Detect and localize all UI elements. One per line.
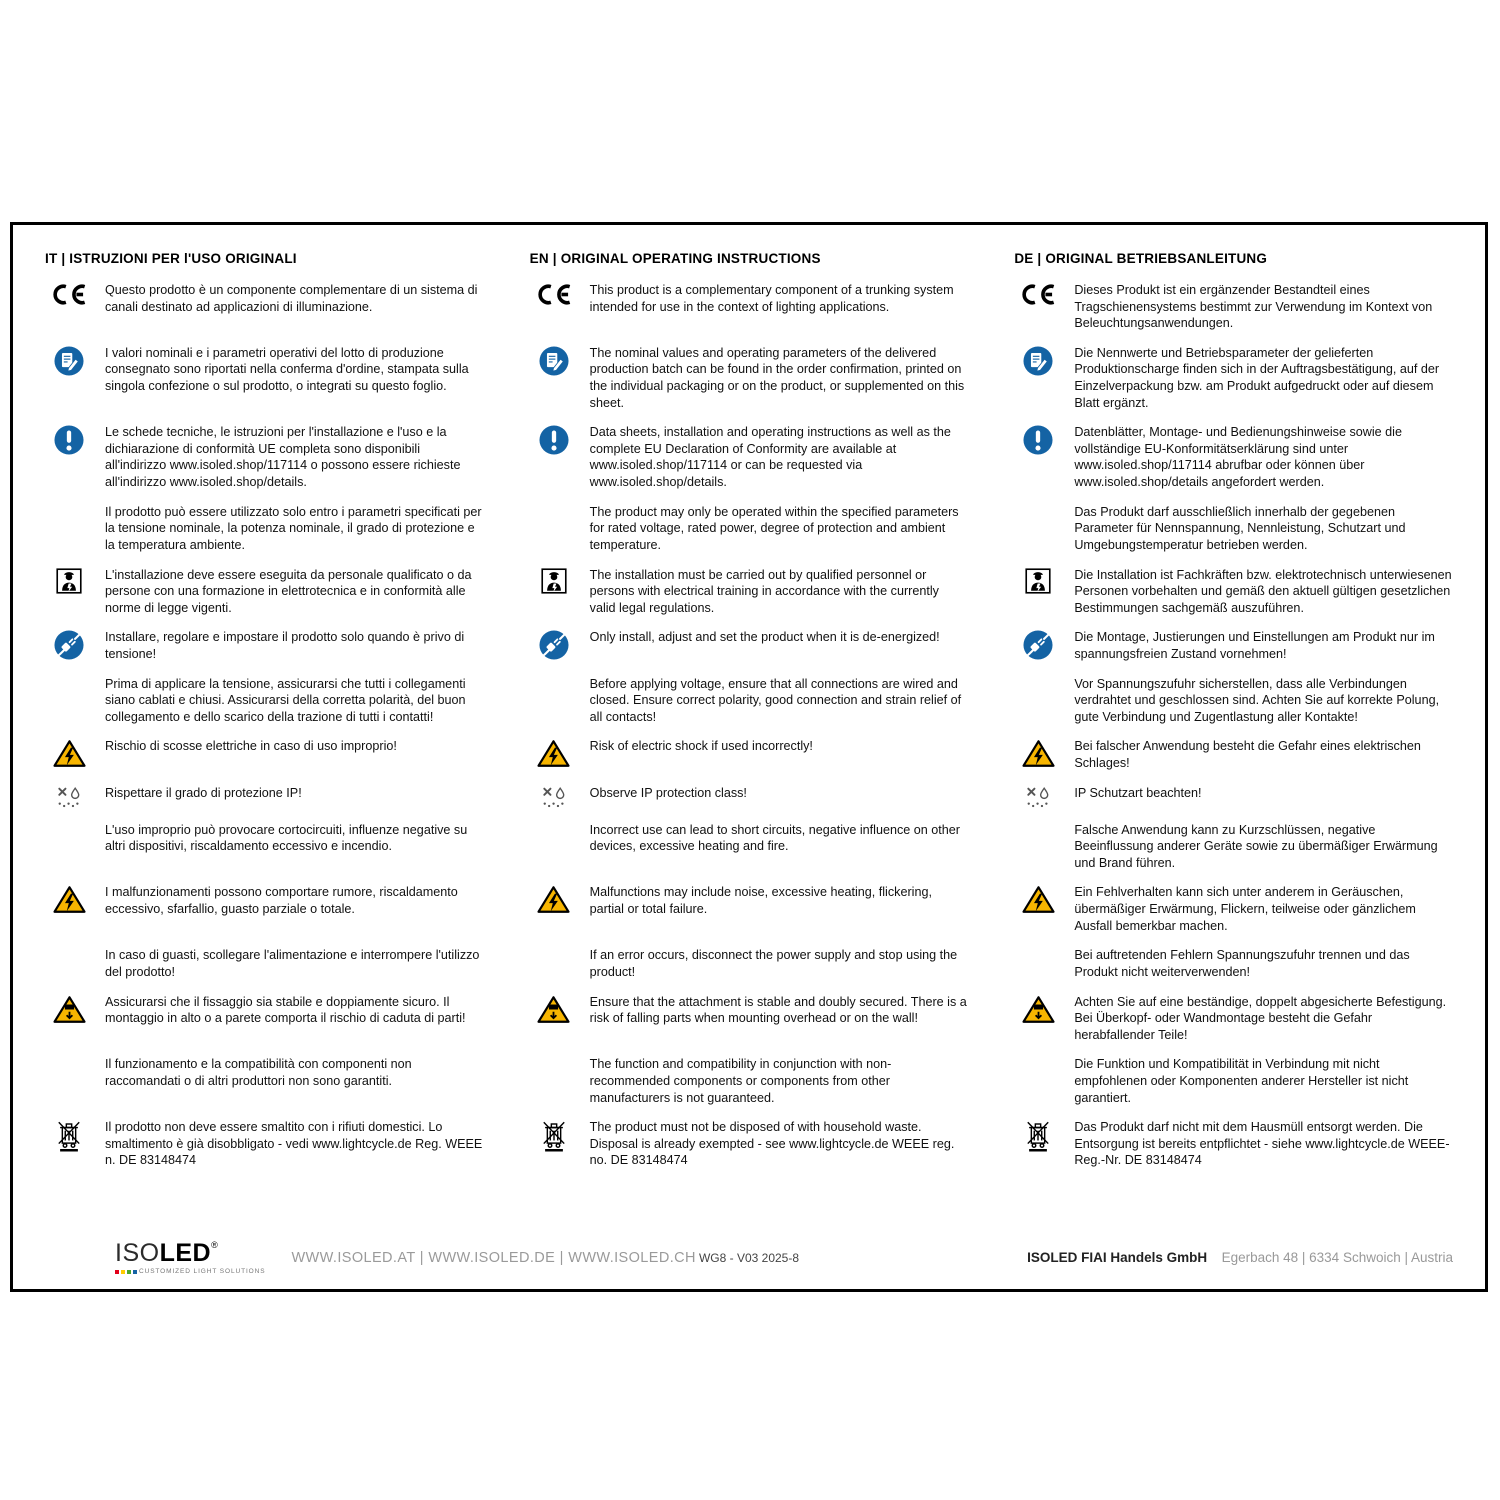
instruction-text-en: If an error occurs, disconnect the power supply and stop using the product! [589, 948, 958, 979]
instruction-text-de: Ein Fehlverhalten kann sich unter anderem in Geräuschen, übermäßiger Erwärmung, Flickern, teilweise oder gänzlichem Ausfall bemerkbar machen. [1074, 885, 1416, 933]
instruction-text-it: I valori nominali e i parametri operativi del lotto di produzione consegnato sono riportati nella conferma d'ordine, stampata sulla singola confezione o sul prodotto, o integrati su questo foglio. [105, 345, 469, 394]
footer-left [45, 1238, 699, 1276]
footer-right [799, 1249, 1453, 1267]
warning-falling-parts-icon [45, 994, 93, 1024]
instruction-text-en: Ensure that the attachment is stable and doubly secured. There is a risk of falling parts when mounting overhead or on the wall! [589, 994, 967, 1026]
tagline-color-square-blue [133, 1270, 137, 1274]
instruction-text-en: Data sheets, installation and operating instructions as well as the complete EU Declaration of Conformity are available at www.isoled.shop/117114 or can be requested via www.isoled.shop/details. [589, 425, 951, 490]
instruction-cell-it [45, 947, 484, 980]
instruction-text-it: In caso di guasti, scollegare l'alimentazione e interrompere l'utilizzo del prodotto! [105, 948, 480, 979]
weee-disposal-icon [530, 1119, 578, 1152]
instruction-text-de: Bei falscher Anwendung besteht die Gefahr eines elektrischen Schlages! [1074, 739, 1421, 771]
icon-spacer [1014, 822, 1062, 827]
icon-spacer [530, 504, 578, 509]
instruction-text-en: Malfunctions may include noise, excessive heating, flickering, partial or total failure. [589, 885, 932, 917]
instruction-text-de: Vor Spannungszufuhr sicherstellen, dass alle Verbindungen verdrahtet und geschlossen sind. Achten Sie auf korrekte Polung, gute Verbindung und Zugentlastung aller Kontakte! [1074, 676, 1440, 724]
instruction-text-it: I malfunzionamenti possono comportare rumore, riscaldamento eccessivo, sfarfallio, guasto parziale o totale. [105, 885, 458, 917]
instruction-cell-it [45, 884, 484, 934]
logo-text-iso: ISO [115, 1238, 160, 1267]
instruction-text-it: Rischio di scosse elettriche in caso di uso improprio! [105, 739, 397, 754]
icon-spacer [1014, 504, 1062, 509]
ip-protection-icon [1014, 785, 1062, 809]
instruction-cell-en [530, 504, 969, 554]
order-confirmation-icon [1014, 345, 1062, 376]
instruction-text-en: This product is a complementary component of a trunking system intended for use in the context of lighting applications. [589, 283, 954, 314]
instruction-text-en: Incorrect use can lead to short circuits, negative influence on other devices, excessive heating and fire. [589, 822, 960, 854]
instruction-cell-it [45, 629, 484, 662]
instruction-row [45, 884, 1453, 934]
instruction-cell-en [530, 1056, 969, 1106]
instruction-cell-de [1014, 884, 1453, 934]
icon-spacer [1014, 676, 1062, 681]
isoled-logo-wordmark [115, 1238, 265, 1267]
instruction-cell-de [1014, 994, 1453, 1044]
instruction-text-en: The function and compatibility in conjunction with non-recommended components or components from other manufacturers is not guaranteed. [589, 1057, 892, 1105]
tagline-color-square-red [115, 1270, 119, 1274]
ip-protection-icon [530, 785, 578, 809]
icon-spacer [530, 676, 578, 681]
instruction-row [45, 947, 1453, 980]
instruction-cell-it [45, 994, 484, 1044]
instruction-text-de: Die Installation ist Fachkräften bzw. elektrotechnisch unterwiesenen Personen vorbehalten und gemäß den aktuell gültigen gesetzlichen Bestimmungen sachgemäß auszuführen. [1074, 567, 1452, 615]
instruction-cell-en [530, 282, 969, 332]
instruction-rows [45, 282, 1453, 1182]
instruction-sheet [10, 222, 1488, 1292]
instruction-cell-en [530, 884, 969, 934]
instruction-row [45, 994, 1453, 1044]
instruction-cell-it [45, 1119, 484, 1169]
warning-falling-parts-icon [530, 994, 578, 1024]
instruction-text-it: Installare, regolare e impostare il prodotto solo quando è privo di tensione! [105, 630, 465, 661]
instruction-cell-en [530, 994, 969, 1044]
weee-disposal-icon [45, 1119, 93, 1152]
instruction-text-en: The product may only be operated within the specified parameters for rated voltage, rated power, degree of protection and ambient temperature. [589, 504, 959, 552]
order-confirmation-icon [45, 345, 93, 376]
ce-mark-icon [45, 282, 93, 306]
de-energize-icon [530, 629, 578, 660]
icon-spacer [530, 1056, 578, 1061]
icon-spacer [45, 822, 93, 827]
ip-protection-icon [45, 785, 93, 809]
instruction-cell-en [530, 1119, 969, 1169]
instruction-text-en: Only install, adjust and set the product when it is de-energized! [589, 630, 940, 645]
instruction-row [45, 567, 1453, 617]
instruction-text-de: Die Montage, Justierungen und Einstellungen am Produkt nur im spannungsfreien Zustand vornehmen! [1074, 630, 1435, 661]
icon-spacer [530, 822, 578, 827]
instruction-text-it: Le schede tecniche, le istruzioni per l'installazione e l'uso e la dichiarazione di conformità UE completa sono disponibili all'indirizzo www.isoled.shop/117114 o possono essere richieste all'indirizzo www.isoled.shop/details. [105, 425, 461, 490]
instruction-text-it: Assicurarsi che il fissaggio sia stabile e doppiamente sicuro. Il montaggio in alto o a parete comporta il rischio di caduta di parti! [105, 994, 466, 1026]
instruction-cell-en [530, 424, 969, 490]
instruction-cell-en [530, 629, 969, 662]
company-address: Egerbach 48 | 6334 Schwoich | Austria [1221, 1249, 1453, 1265]
instruction-cell-en [530, 947, 969, 980]
icon-spacer [1014, 947, 1062, 952]
instruction-cell-en [530, 822, 969, 872]
instruction-text-it: L'installazione deve essere eseguita da personale qualificato o da persone con una formazione in elettrotecnica e in conformità alle norme di legge vigenti. [105, 567, 472, 615]
column-header-en: EN | ORIGINAL OPERATING INSTRUCTIONS [529, 251, 821, 266]
instruction-text-it: Prima di applicare la tensione, assicurarsi che tutti i collegamenti siano cablati e chiusi. Assicurarsi della corretta polarità, del buon collegamento e dello scarico della trazione di tutti i contatti! [105, 676, 466, 724]
instruction-text-de: Das Produkt darf nicht mit dem Hausmüll entsorgt werden. Die Entsorgung ist bereits entpflichtet - siehe www.lightcycle.de WEEE-Reg.-Nr. DE 83148474 [1074, 1120, 1450, 1168]
instruction-cell-it [45, 785, 484, 809]
instruction-text-en: The nominal values and operating parameters of the delivered production batch can be found in the order confirmation, printed on the individual packaging or on the product, or supplemented on this sheet. [589, 345, 965, 410]
footer-websites: WWW.ISOLED.AT | WWW.ISOLED.DE | WWW.ISOLED.CH [291, 1249, 696, 1266]
registered-trademark-icon: ® [211, 1239, 219, 1250]
instruction-cell-en [530, 567, 969, 617]
instruction-cell-it [45, 567, 484, 617]
instruction-text-it: Il funzionamento e la compatibilità con componenti non raccomandati o di altri produttori non sono garantiti. [105, 1057, 412, 1088]
warning-malfunction-icon [530, 884, 578, 914]
info-exclamation-icon [45, 424, 93, 455]
instruction-text-de: Die Funktion und Kompatibilität in Verbindung mit nicht empfohlenen oder Komponenten anderer Hersteller ist nicht garantiert. [1074, 1057, 1409, 1105]
instruction-row [45, 345, 1453, 411]
instruction-text-en: Before applying voltage, ensure that all connections are wired and closed. Ensure correct polarity, good connection and strain relief of all contacts! [589, 676, 962, 724]
warning-electric-shock-icon [45, 738, 93, 768]
qualified-electrician-icon [1014, 567, 1062, 594]
warning-malfunction-icon [45, 884, 93, 914]
tagline-color-square-green [127, 1270, 131, 1274]
instruction-cell-de [1014, 785, 1453, 809]
instruction-cell-de [1014, 676, 1453, 726]
de-energize-icon [45, 629, 93, 660]
logo-tagline [115, 1269, 265, 1276]
instruction-text-de: Falsche Anwendung kann zu Kurzschlüssen, negative Beeinflussung anderer Geräte sowie zu übermäßiger Erwärmung und Brand führen. [1074, 822, 1438, 870]
info-exclamation-icon [1014, 424, 1062, 455]
instruction-row [45, 785, 1453, 809]
warning-malfunction-icon [1014, 884, 1062, 914]
tagline-color-square-yellow [121, 1270, 125, 1274]
instruction-row [45, 282, 1453, 332]
instruction-row [45, 504, 1453, 554]
instruction-text-it: Questo prodotto è un componente complementare di un sistema di canali destinato ad applicazioni di illuminazione. [105, 283, 478, 314]
instruction-cell-it [45, 282, 484, 332]
instruction-cell-de [1014, 629, 1453, 662]
instruction-cell-de [1014, 1119, 1453, 1169]
instruction-text-en: The product must not be disposed of with household waste. Disposal is already exempted - see www.lightcycle.de WEEE reg. no. DE 83148474 [589, 1120, 955, 1168]
instruction-text-en: Risk of electric shock if used incorrectly! [589, 739, 813, 754]
instruction-cell-de [1014, 822, 1453, 872]
instruction-cell-de [1014, 1056, 1453, 1106]
instruction-cell-en [530, 676, 969, 726]
instruction-cell-it [45, 676, 484, 726]
warning-electric-shock-icon [530, 738, 578, 768]
logo-text-led: LED [159, 1238, 212, 1267]
qualified-electrician-icon [45, 567, 93, 594]
header-cell-it [45, 251, 484, 266]
instruction-text-de: Die Nennwerte und Betriebsparameter der gelieferten Produktionscharge finden sich in der Auftragsbestätigung, auf der Einzelverpackung bzw. am Produkt aufgedruckt oder auf diesem Blatt ergänzt. [1074, 345, 1440, 410]
column-headers [45, 251, 1453, 266]
instruction-cell-de [1014, 345, 1453, 411]
header-cell-de [1014, 251, 1453, 266]
instruction-text-de: Dieses Produkt ist ein ergänzender Bestandteil eines Tragschienensystems bestimmt zur Verwendung im Kontext von Beleuchtungsanwendungen. [1074, 283, 1433, 331]
instruction-row [45, 424, 1453, 490]
sheet-footer [45, 1229, 1453, 1276]
instruction-cell-it [45, 345, 484, 411]
company-name: ISOLED FIAI Handels GmbH [1027, 1249, 1208, 1265]
instruction-cell-de [1014, 567, 1453, 617]
instruction-text-it: Il prodotto non deve essere smaltito con i rifiuti domestici. Lo smaltimento è già disobbligato - vedi www.lightcycle.de Reg. WEEE n. DE 83148474 [105, 1120, 483, 1168]
tagline-text: CUSTOMIZED LIGHT SOLUTIONS [139, 1267, 266, 1275]
instruction-row [45, 738, 1453, 771]
instruction-cell-en [530, 785, 969, 809]
column-header-de: DE | ORIGINAL BETRIEBSANLEITUNG [1014, 251, 1268, 266]
instruction-cell-de [1014, 424, 1453, 490]
instruction-cell-de [1014, 282, 1453, 332]
info-exclamation-icon [530, 424, 578, 455]
instruction-text-de: Das Produkt darf ausschließlich innerhalb der gegebenen Parameter für Nennspannung, Nennleistung, Schutzart und Umgebungstemperatur betrieben werden. [1074, 504, 1406, 552]
instruction-row [45, 629, 1453, 662]
instruction-text-de: Achten Sie auf eine beständige, doppelt abgesicherte Befestigung. Bei Überkopf- oder Wandmontage besteht die Gefahr herabfallender Teile! [1074, 994, 1447, 1042]
weee-disposal-icon [1014, 1119, 1062, 1152]
instruction-text-de: Datenblätter, Montage- und Bedienungshinweise sowie die vollständige EU-Konformitätserklärung sind unter www.isoled.shop/117114 abrufbar oder können über www.isoled.shop/details angefordert werden. [1074, 425, 1402, 490]
warning-falling-parts-icon [1014, 994, 1062, 1024]
instruction-row [45, 676, 1453, 726]
instruction-text-it: Il prodotto può essere utilizzato solo entro i parametri specificati per la tensione nominale, la potenza nominale, il grado di protezione e la temperatura ambiente. [105, 504, 482, 552]
de-energize-icon [1014, 629, 1062, 660]
isoled-logo [115, 1238, 266, 1276]
instruction-text-en: Observe IP protection class! [589, 785, 747, 800]
instruction-cell-de [1014, 947, 1453, 980]
instruction-text-it: L'uso improprio può provocare cortocircuiti, influenze negative su altri dispositivi, riscaldamento eccessivo e incendio. [105, 822, 468, 854]
instruction-row [45, 1056, 1453, 1106]
column-header-it: IT | ISTRUZIONI PER l'USO ORIGINALI [45, 251, 297, 266]
icon-spacer [1014, 1056, 1062, 1061]
icon-spacer [530, 947, 578, 952]
icon-spacer [45, 676, 93, 681]
document-code: WG8 - V03 2025-8 [698, 1250, 800, 1265]
header-cell-en [530, 251, 969, 266]
instruction-text-it: Rispettare il grado di protezione IP! [105, 785, 302, 800]
instruction-row [45, 1119, 1453, 1169]
instruction-cell-it [45, 738, 484, 771]
instruction-cell-en [530, 738, 969, 771]
icon-spacer [45, 1056, 93, 1061]
ce-mark-icon [530, 282, 578, 306]
icon-spacer [45, 504, 93, 509]
instruction-cell-it [45, 822, 484, 872]
instruction-cell-de [1014, 738, 1453, 771]
instruction-cell-en [530, 345, 969, 411]
instruction-text-de: IP Schutzart beachten! [1074, 785, 1202, 800]
order-confirmation-icon [530, 345, 578, 376]
instruction-text-de: Bei auftretenden Fehlern Spannungszufuhr trennen und das Produkt nicht weiterverwenden! [1074, 948, 1410, 979]
ce-mark-icon [1014, 282, 1062, 306]
instruction-cell-it [45, 1056, 484, 1106]
instruction-cell-de [1014, 504, 1453, 554]
instruction-row [45, 822, 1453, 872]
warning-electric-shock-icon [1014, 738, 1062, 768]
instruction-cell-it [45, 504, 484, 554]
instruction-cell-it [45, 424, 484, 490]
icon-spacer [45, 947, 93, 952]
instruction-text-en: The installation must be carried out by qualified personnel or persons with electrical training in accordance with the currently valid legal regulations. [589, 567, 939, 615]
qualified-electrician-icon [530, 567, 578, 594]
